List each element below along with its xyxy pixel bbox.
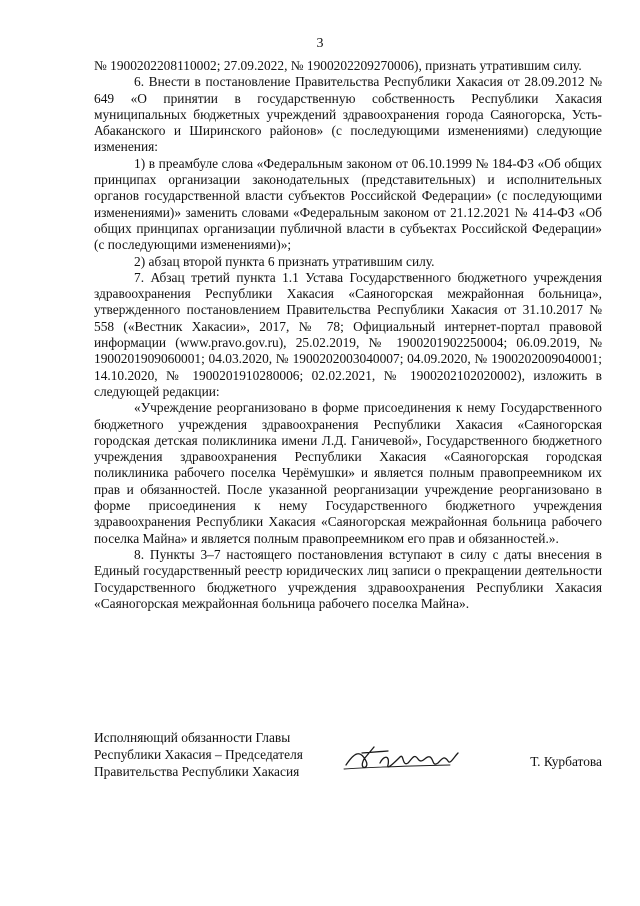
paragraph-continuation: № 1900202208110002; 27.09.2022, № 1900202209270006), признать утратившим силу. xyxy=(94,58,582,73)
paragraph-subitem-1: 1) в преамбуле слова «Федеральным законом от 06.10.1999 № 184-ФЗ «Об общих принципах организации законодательных (представительных) и исполнительных органов государственной власти субъектов Российской Федерации» (с последующими изменениями)» заменить словами «Федеральным законом от 21.12.2021 № 414-ФЗ «Об общих принципах организации публичной власти в субъектах Российской Федерации» (с последующими изменениями)»; xyxy=(94,155,602,253)
document-body xyxy=(94,58,602,612)
paragraph-subitem-2: 2) абзац второй пункта 6 признать утратившим силу. xyxy=(134,253,435,269)
signatory-title-line: Республики Хакасия – Председателя xyxy=(94,747,303,762)
paragraph-item-6: 6. Внести в постановление Правительства Республики Хакасия от 28.09.2012 № 649 «О принятии в государственную собственность Республики Хакасия муниципальных бюджетных учреждений здравоохранения города Саяногорска, Усть-Абаканского и Ширинского районов» (с последующими изменениями) следующие изменения: xyxy=(94,74,602,155)
signatory-title-line: Исполняющий обязанности Главы xyxy=(94,730,291,745)
handwritten-signature xyxy=(340,739,470,775)
page-number: 3 xyxy=(316,36,324,51)
signatory-name: Т. Курбатова xyxy=(530,754,602,769)
signatory-title xyxy=(94,729,303,780)
paragraph-item-7: 7. Абзац третий пункта 1.1 Устава Государственного бюджетного учреждения здравоохранения Республики Хакасия «Саяногорская межрайонная больница», утвержденного постановлением Правительства Республики Хакасия от 31.10.2017 № 558 («Вестник Хакасии», 2017, № 78; Официальный интернет-портал правовой информации (www.pravo.gov.ru), 25.02.2019, № 1900201902250004; 06.09.2019, № 1900201909060001; 04.03.2020, № 1900202003040007; 04.09.2020, № 1900202009040001; 14.10.2020, № 1900201910280006; 02.02.2021, № 1900202102020002), изложить в следующей редакции: xyxy=(94,269,602,399)
paragraph-item-8: 8. Пункты 3–7 настоящего постановления вступают в силу с даты внесения в Единый государственный реестр юридических лиц записи о прекращении деятельности Государственного бюджетного учреждения здравоохранения Республики Хакасия «Саяногорская межрайонная больница рабочего поселка Майна». xyxy=(94,546,602,611)
paragraph-quoted-text: «Учреждение реорганизовано в форме присоединения к нему Государственного бюджетного учреждения здравоохранения Республики Хакасия «Саяногорская городская детская поликлиника имени Л.Д. Ганичевой», Государственного бюджетного учреждения здравоохранения Республики Хакасия «Саяногорская городская поликлиника рабочего поселка Черёмушки» и является полным правопреемником их прав и обязанностей. После указанной реорганизации учреждение реорганизовано в форме присоединения к нему Государственного бюджетного учреждения здравоохранения Республики Хакасия «Саяногорская межрайонная больница рабочего поселка Майна» и является полным правопреемником его прав и обязанностей.». xyxy=(94,400,602,546)
signatory-title-line: Правительства Республики Хакасия xyxy=(94,764,300,779)
